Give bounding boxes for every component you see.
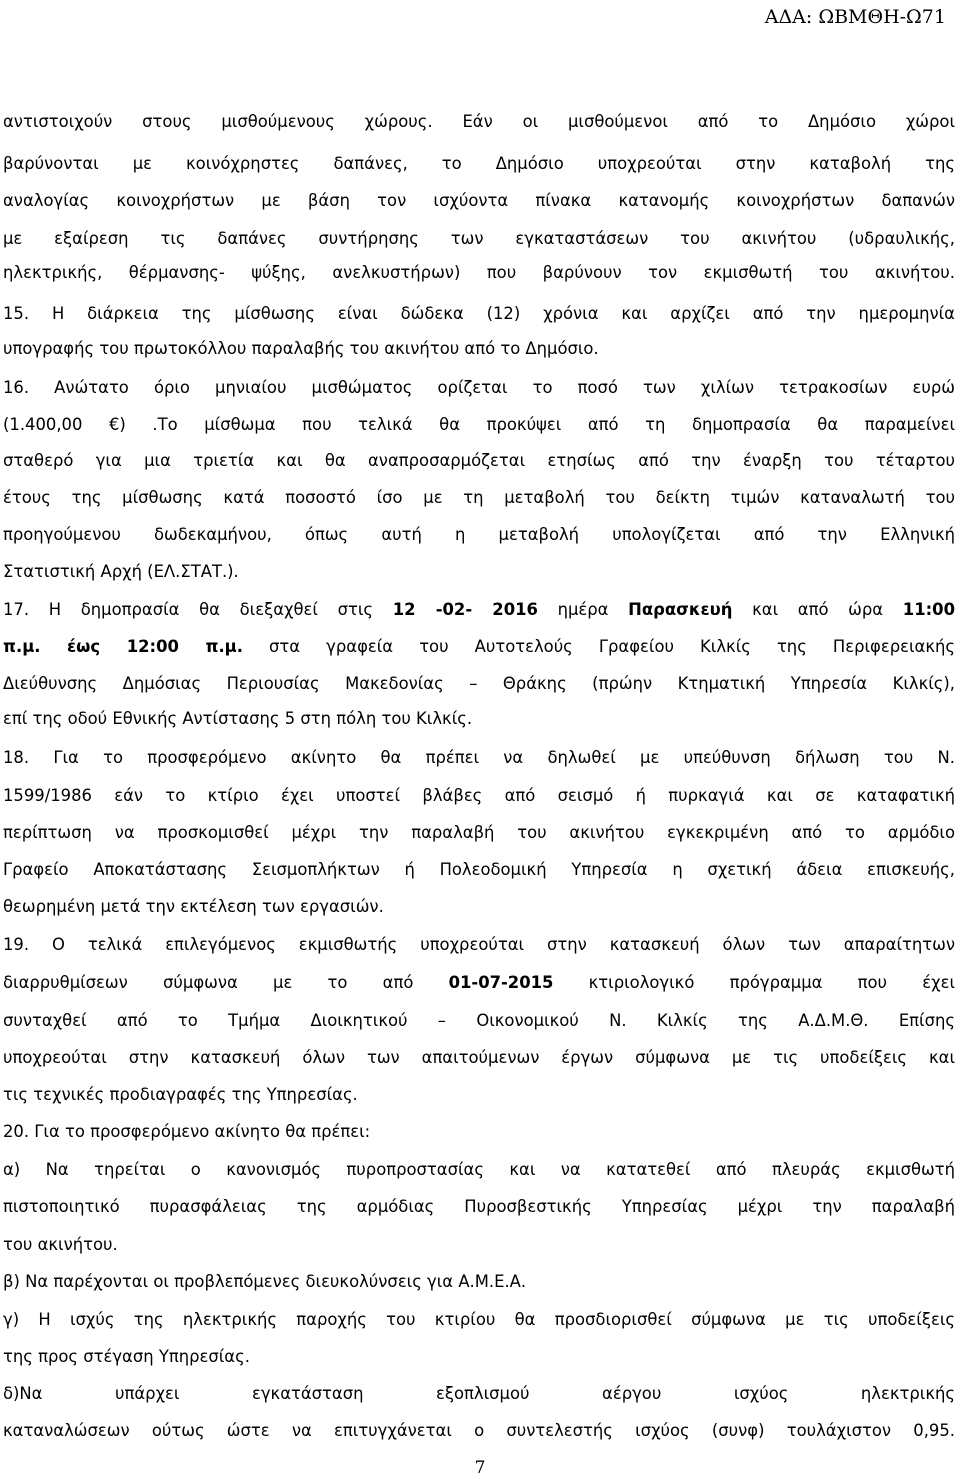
text-line: 18. Για το προσφερόμενο ακίνητο θα πρέπει να δηλωθεί με υπεύθυνση δήλωση του Ν.	[3, 748, 955, 767]
text-line: δ)Να υπάρχει εγκατάσταση εξοπλισμού αέργου ισχύος ηλεκτρικής	[3, 1384, 955, 1403]
text-line: (1.400,00 €) .Το μίσθωμα που τελικά θα προκύψει από τη δημοπρασία θα παραμείνει	[3, 415, 955, 434]
text-line-auction-time: π.μ. έως 12:00 π.μ. στα γραφεία του Αυτοτελούς Γραφείου Κιλκίς της Περιφερειακής	[3, 637, 955, 656]
text-line-auction-date: 17. Η δημοπρασία θα διεξαχθεί στις 12 -02- 2016 ημέρα Παρασκευή και από ώρα 11:00	[3, 600, 955, 619]
text-line: της προς στέγαση Υπηρεσίας.	[3, 1347, 250, 1366]
page-number: 7	[474, 1458, 486, 1478]
text-line: συνταχθεί από το Τμήμα Διοικητικού – Οικονομικού Ν. Κιλκίς της Α.Δ.Μ.Θ. Επίσης	[3, 1011, 955, 1030]
text-line: Διεύθυνσης Δημόσιας Περιουσίας Μακεδονίας – Θράκης (πρώην Κτηματική Υπηρεσία Κιλκίς),	[3, 674, 955, 693]
text-line: 1599/1986 εάν το κτίριο έχει υποστεί βλάβες από σεισμό ή πυρκαγιά και σε καταφατική	[3, 786, 955, 805]
text-line: γ) Η ισχύς της ηλεκτρικής παροχής του κτιρίου θα προσδιορισθεί σύμφωνα με τις υποδείξεις	[3, 1310, 955, 1329]
text-line: 16. Ανώτατο όριο μηνιαίου μισθώματος ορίζεται το ποσό των χιλίων τετρακοσίων ευρώ	[3, 378, 955, 397]
text-line: επί της οδού Εθνικής Αντίστασης 5 στη πόλη του Κιλκίς.	[3, 709, 473, 728]
text-line: θεωρημένη μετά την εκτέλεση των εργασιών.	[3, 897, 384, 916]
text-line: περίπτωση να προσκομισθεί μέχρι την παραλαβή του ακινήτου εγκεκριμένη από το αρμόδιο	[3, 823, 955, 842]
text-line: 19. Ο τελικά επιλεγόμενος εκμισθωτής υποχρεούται στην κατασκευή όλων των απαραίτητων	[3, 935, 955, 954]
text-line: α) Να τηρείται ο κανονισμός πυροπροστασίας και να κατατεθεί από πλευράς εκμισθωτή	[3, 1160, 955, 1179]
text-line: προηγούμενου δωδεκαμήνου, όπως αυτή η μεταβολή υπολογίζεται από την Ελληνική	[3, 525, 955, 544]
text-line-program-date: διαρρυθμίσεων σύμφωνα με το από 01-07-2015 κτιριολογικό πρόγραμμα που έχει	[3, 973, 955, 992]
text-line: αναλογίας κοινοχρήστων με βάση τον ισχύοντα πίνακα κατανομής κοινοχρήστων δαπανών	[3, 191, 955, 210]
text-line: 15. Η διάρκεια της μίσθωσης είναι δώδεκα (12) χρόνια και αρχίζει από την ημερομηνία	[3, 304, 955, 323]
text-line: 20. Για το προσφερόμενο ακίνητο θα πρέπει:	[3, 1122, 371, 1141]
text-line: ηλεκτρικής, θέρμανσης- ψύξης, ανελκυστήρων) που βαρύνουν τον εκμισθωτή του ακινήτου.	[3, 263, 955, 282]
text-line: έτους της μίσθωσης κατά ποσοστό ίσο με τη μεταβολή του δείκτη τιμών καταναλωτή του	[3, 488, 955, 507]
text-line: β) Να παρέχονται οι προβλεπόμενες διευκολύνσεις για Α.Μ.Ε.Α.	[3, 1272, 527, 1291]
text-line: με εξαίρεση τις δαπάνες συντήρησης των εγκαταστάσεων του ακινήτου (υδραυλικής,	[3, 229, 955, 248]
text-line: Στατιστική Αρχή (ΕΛ.ΣΤΑΤ.).	[3, 562, 239, 581]
text-line: πιστοποιητικό πυρασφάλειας της αρμόδιας Πυροσβεστικής Υπηρεσίας μέχρι την παραλαβή	[3, 1197, 955, 1216]
text-line: υποχρεούται στην κατασκευή όλων των απαιτούμενων έργων σύμφωνα με τις υποδείξεις και	[3, 1048, 955, 1067]
text-line: καταναλώσεων ούτως ώστε να επιτυγχάνεται ο συντελεστής ισχύος (συνφ) τουλάχιστον 0,95.	[3, 1421, 955, 1440]
text-line: βαρύνονται με κοινόχρηστες δαπάνες, το Δημόσιο υποχρεούται στην καταβολή της	[3, 154, 955, 173]
text-line: Γραφείο Αποκατάστασης Σεισμοπλήκτων ή Πολεοδομική Υπηρεσία η σχετική άδεια επισκευής,	[3, 860, 955, 879]
text-line: τις τεχνικές προδιαγραφές της Υπηρεσίας.	[3, 1085, 358, 1104]
text-line: του ακινήτου.	[3, 1235, 118, 1254]
text-line: σταθερό για μια τριετία και θα αναπροσαρμόζεται ετησίως από την έναρξη του τέταρτου	[3, 451, 955, 470]
text-line: υπογραφής του πρωτοκόλλου παραλαβής του ακινήτου από το Δημόσιο.	[3, 339, 599, 358]
text-line: αντιστοιχούν στους μισθούμενους χώρους. Εάν οι μισθούμενοι από το Δημόσιο χώροι	[3, 112, 955, 131]
ada-code: ΑΔΑ: ΩΒΜΘΗ-Ω71	[764, 6, 946, 28]
